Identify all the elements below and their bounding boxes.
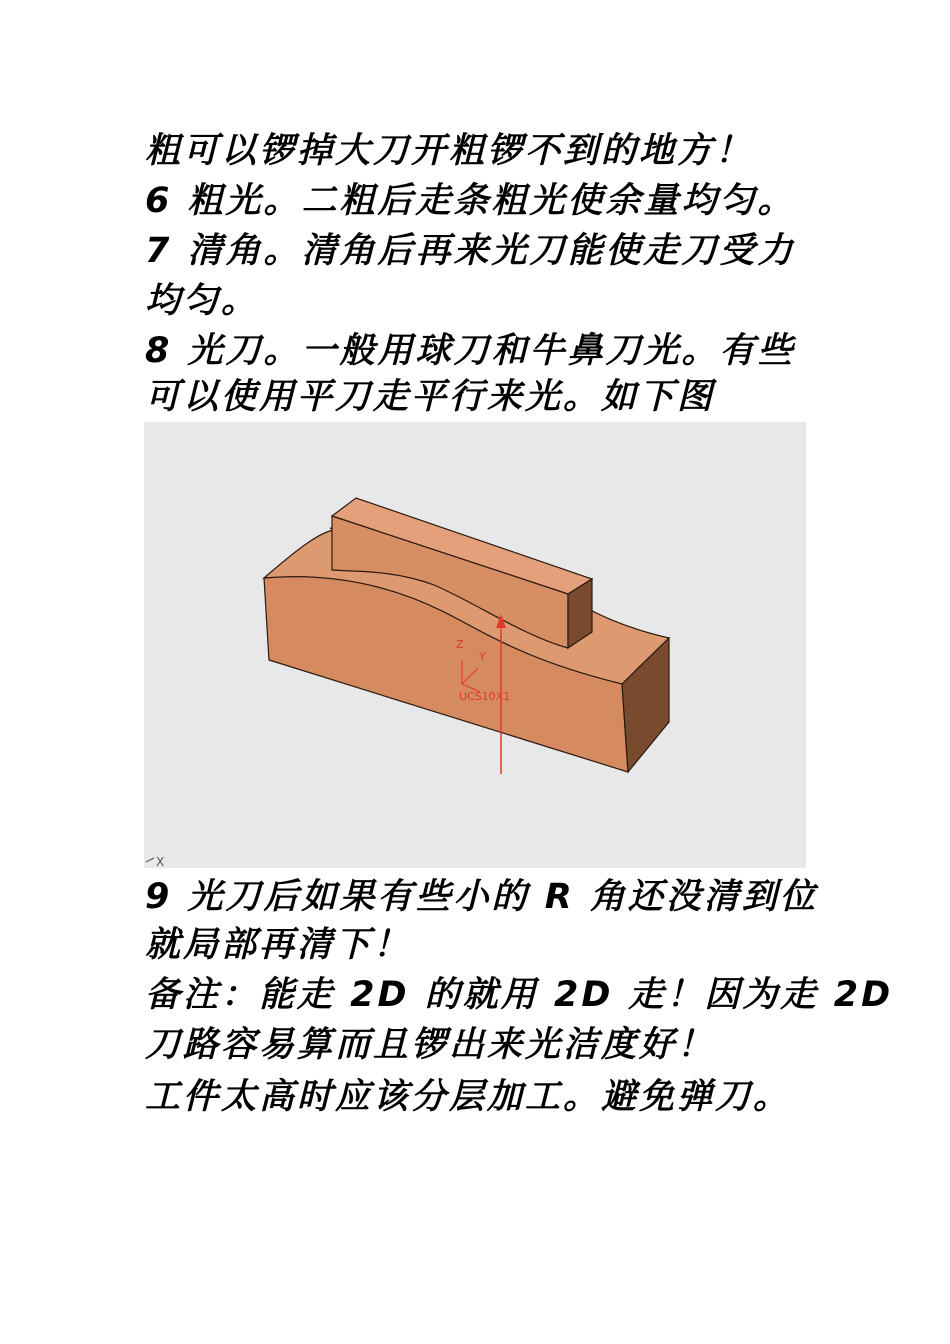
text-line-2: 6 粗光。二粗后走条粗光使余量均匀。	[145, 181, 796, 221]
cad-part-figure	[144, 422, 806, 868]
view-triad-x-axis	[146, 858, 154, 862]
view-triad-x-label: X	[156, 855, 165, 868]
csys-name-label: UCS10X1	[459, 690, 511, 703]
text-line-7: 9 光刀后如果有些小的 R 角还没清到位	[145, 877, 818, 917]
text-line-3: 7 清角。清角后再来光刀能使走刀受力	[145, 231, 796, 271]
text-line-11: 工件太高时应该分层加工。避免弹刀。	[145, 1077, 792, 1117]
csys-z-label: Z	[456, 638, 464, 651]
cad-part-svg	[144, 422, 806, 868]
csys-y-label: Y	[479, 650, 486, 663]
text-line-6: 可以使用平刀走平行来光。如下图	[145, 377, 716, 417]
text-line-9: 备注：能走 2D 的就用 2D 走！因为走 2D	[145, 975, 894, 1015]
text-line-4: 均匀。	[145, 281, 260, 321]
text-line-8: 就局部再清下！	[145, 925, 412, 965]
text-line-1: 粗可以锣掉大刀开粗锣不到的地方！	[145, 131, 754, 171]
text-line-10: 刀路容易算而且锣出来光洁度好！	[145, 1025, 716, 1065]
text-line-5: 8 光刀。一般用球刀和牛鼻刀光。有些	[145, 331, 796, 371]
